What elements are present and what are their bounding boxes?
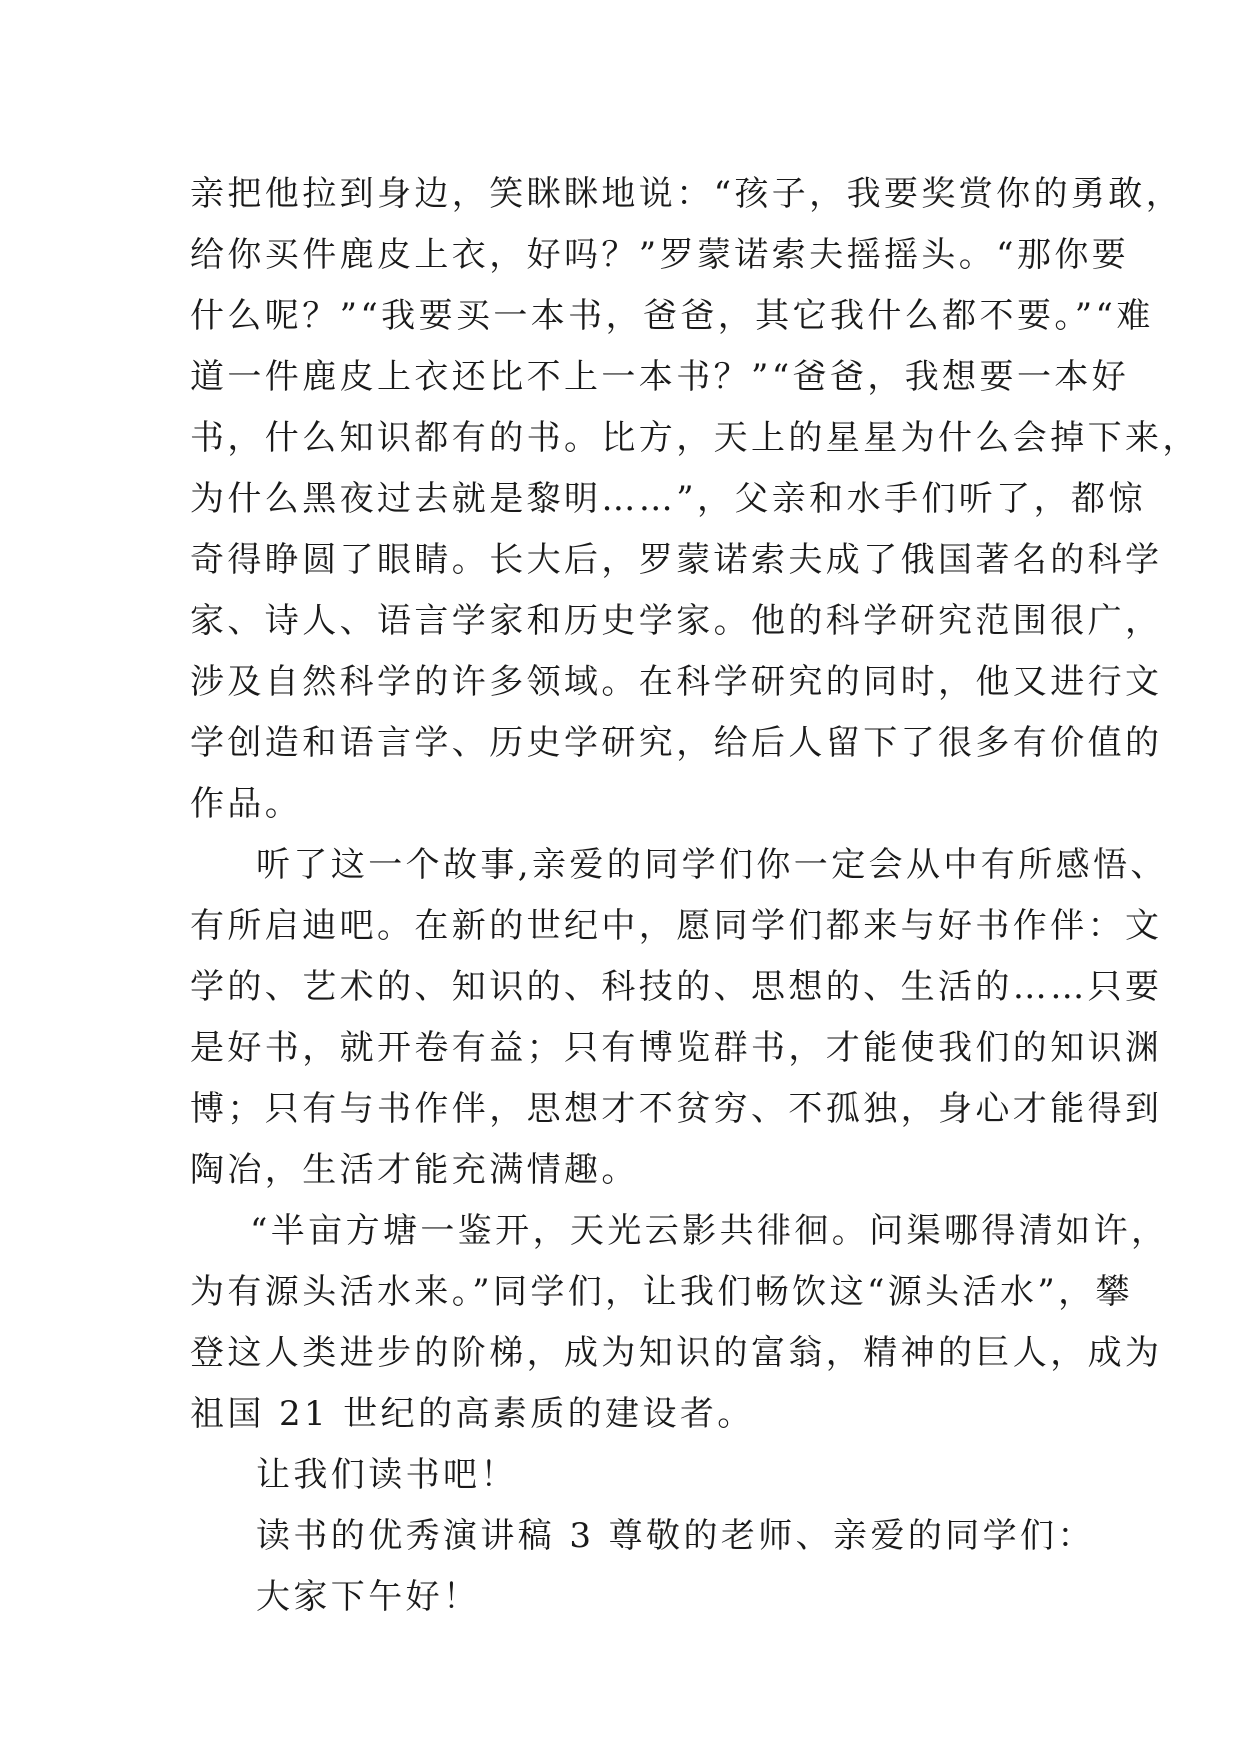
text-line: 为有源头活水来。”同学们，让我们畅饮这“源头活水”，攀 xyxy=(190,1272,1133,1312)
text-line: 学创造和语言学、历史学研究，给后人留下了很多有价值的 xyxy=(190,723,1163,763)
paragraph-start-line: “半亩方塘一鉴开，天光云影共徘徊。问渠哪得清如许， xyxy=(250,1211,1169,1251)
text-line: 有所启迪吧。在新的世纪中，愿同学们都来与好书作伴：文 xyxy=(190,906,1163,946)
text-line: 道一件鹿皮上衣还比不上一本书？”“爸爸，我想要一本好 xyxy=(190,357,1130,397)
text-line: 家、诗人、语言学家和历史学家。他的科学研究范围很广， xyxy=(190,601,1163,641)
text-line: 是好书，就开卷有益；只有博览群书，才能使我们的知识渊 xyxy=(190,1028,1163,1068)
text-line: 奇得睁圆了眼睛。长大后，罗蒙诺索夫成了俄国著名的科学 xyxy=(190,540,1163,580)
text-line: 陶冶，生活才能充满情趣。 xyxy=(190,1150,639,1190)
heading-line: 读书的优秀演讲稿 3 尊敬的老师、亲爱的同学们： xyxy=(256,1516,1095,1556)
text-line: 什么呢？”“我要买一本书，爸爸，其它我什么都不要。”“难 xyxy=(190,296,1154,336)
document-body xyxy=(190,164,1200,1628)
text-line: 涉及自然科学的许多领域。在科学研究的同时，他又进行文 xyxy=(190,662,1163,702)
text-line: 登这人类进步的阶梯，成为知识的富翁，精神的巨人，成为 xyxy=(190,1333,1163,1373)
text-line: 博；只有与书作伴，思想才不贫穷、不孤独，身心才能得到 xyxy=(190,1089,1163,1129)
text-line: 为什么黑夜过去就是黎明……”，父亲和水手们听了，都惊 xyxy=(190,479,1146,519)
text-line: 学的、艺术的、知识的、科技的、思想的、生活的……只要 xyxy=(190,967,1163,1007)
paragraph-start-line: 听了这一个故事,亲爱的同学们你一定会从中有所感悟、 xyxy=(256,845,1168,885)
text-line: 祖国 21 世纪的高素质的建设者。 xyxy=(190,1394,755,1434)
text-line: 亲把他拉到身边，笑眯眯地说：“孩子，我要奖赏你的勇敢， xyxy=(190,174,1184,214)
greeting-line: 大家下午好！ xyxy=(256,1577,481,1617)
text-line: 给你买件鹿皮上衣，好吗？”罗蒙诺索夫摇摇头。“那你要 xyxy=(190,235,1130,275)
paragraph-start-line: 让我们读书吧！ xyxy=(256,1455,518,1495)
text-line: 作品。 xyxy=(190,784,303,824)
text-line: 书，什么知识都有的书。比方，天上的星星为什么会掉下来， xyxy=(190,418,1200,458)
